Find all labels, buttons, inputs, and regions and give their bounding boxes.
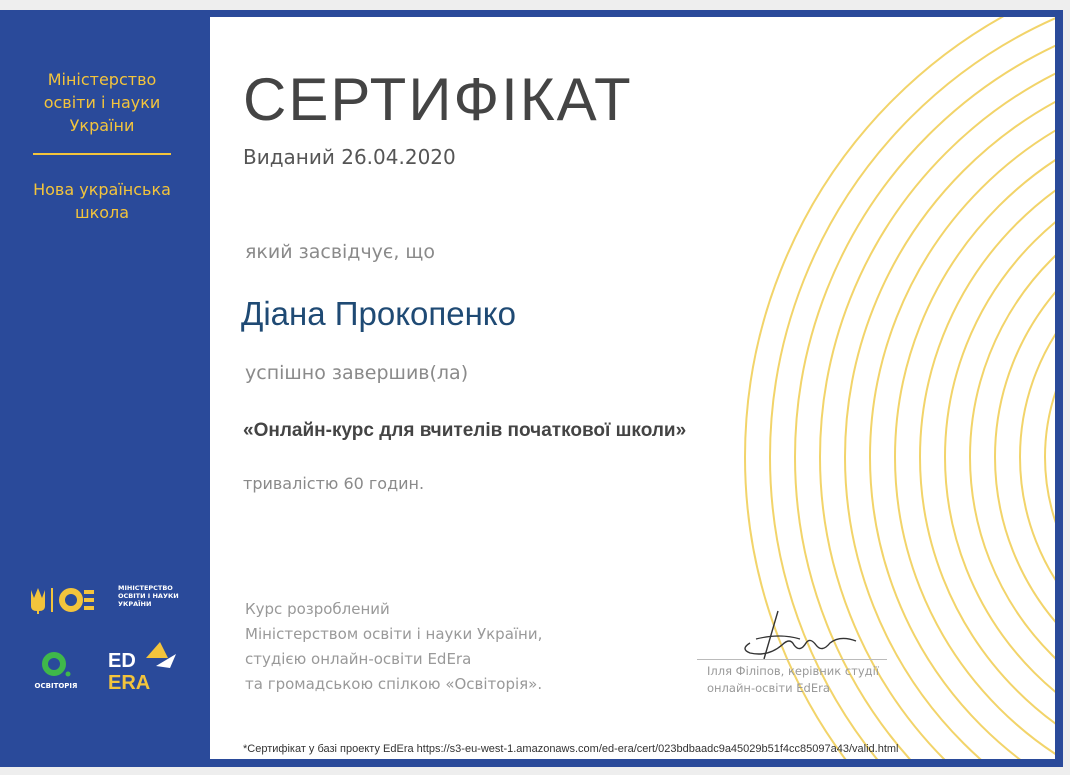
osvitoria-label: ОСВІТОРІЯ bbox=[34, 682, 78, 690]
developer-info: Курс розроблений Міністерством освіти і науки України, студією онлайн-освіти EdEra та громадською спілкою «Освіторія». bbox=[245, 600, 543, 693]
certificate-title: СЕРТИФІКАТ bbox=[243, 66, 633, 133]
edera-logo-top: ED bbox=[108, 650, 136, 672]
mon-logo-text: МІНІСТЕРСТВО ОСВІТИ І НАУКИ УКРАЇНИ bbox=[118, 584, 179, 608]
verification-footnote[interactable]: *Сертифікат у базі проекту EdEra https://s3-eu-west-1.amazonaws.com/ed-era/cert/023bdbaadc9a45029b51f4cc85097a43/valid.html bbox=[243, 743, 899, 755]
certificate-frame bbox=[0, 10, 1063, 767]
course-duration: тривалістю 60 годин. bbox=[243, 474, 425, 493]
course-title: «Онлайн-курс для вчителів початкової школи» bbox=[243, 420, 687, 441]
nus-label: Нова українська школа bbox=[33, 180, 171, 222]
recipient-name: Діана Прокопенко bbox=[241, 295, 516, 332]
signature-line bbox=[697, 659, 887, 660]
certificate-paper bbox=[210, 17, 1055, 759]
signature bbox=[720, 609, 860, 664]
trident-icon bbox=[31, 588, 45, 614]
edera-logo-bottom: ERA bbox=[108, 672, 151, 694]
sidebar bbox=[0, 10, 210, 767]
issue-date: Виданий 26.04.2020 bbox=[243, 145, 456, 169]
sidebar-separator bbox=[33, 153, 171, 155]
signatory-caption: Ілля Філіпов, керівник студії онлайн-освіти EdEra bbox=[707, 664, 880, 695]
completed-text: успішно завершив(ла) bbox=[245, 362, 469, 384]
certifies-text: який засвідчує, що bbox=[245, 241, 435, 263]
ministry-name: Міністерство освіти і науки України bbox=[43, 70, 161, 135]
osvitoria-logo bbox=[30, 650, 82, 702]
